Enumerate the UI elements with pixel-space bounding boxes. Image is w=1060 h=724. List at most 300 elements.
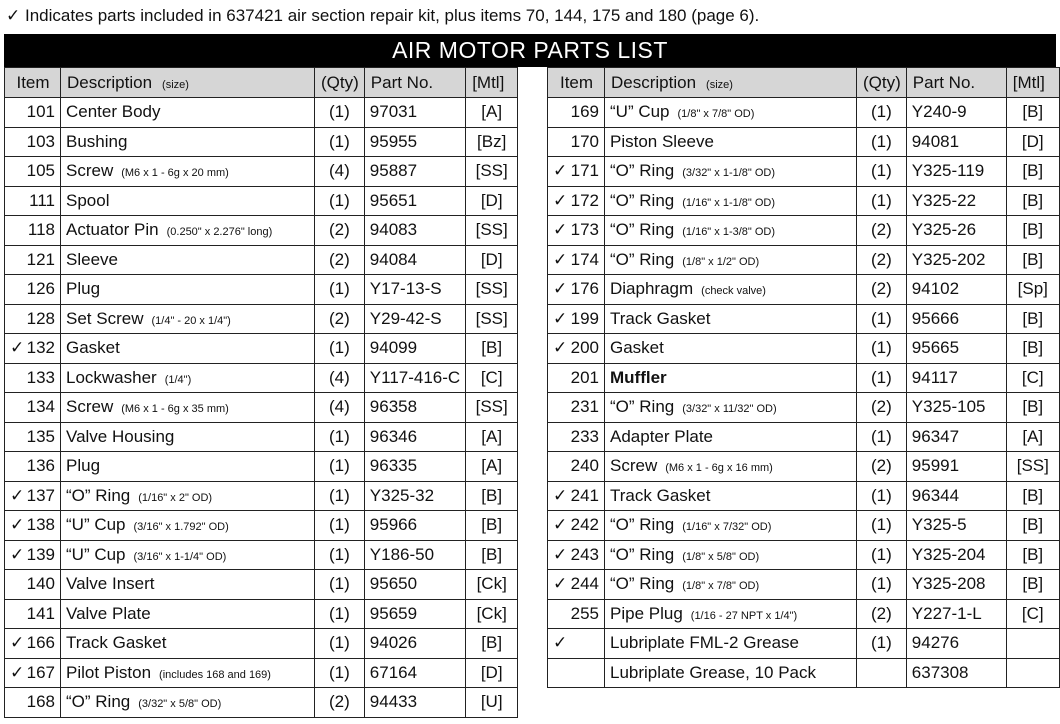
quantity-cell: (1) xyxy=(315,275,365,305)
part-number-cell: 95966 xyxy=(364,511,465,541)
item-number: 137 xyxy=(26,485,55,505)
header-description xyxy=(61,68,315,98)
table-row xyxy=(5,186,518,216)
part-description: Track Gasket xyxy=(610,485,711,505)
table-row xyxy=(548,422,1060,452)
quantity-cell: (1) xyxy=(315,481,365,511)
table-row xyxy=(5,216,518,246)
part-description: Spool xyxy=(66,190,110,210)
part-number-cell: Y325-105 xyxy=(906,393,1006,423)
description-cell xyxy=(61,452,315,482)
table-row xyxy=(548,186,1060,216)
description-cell xyxy=(605,422,857,452)
part-number-cell: 95666 xyxy=(906,304,1006,334)
description-cell xyxy=(605,658,857,688)
material-cell: [B] xyxy=(466,629,518,659)
material-cell: [D] xyxy=(466,245,518,275)
table-row xyxy=(5,275,518,305)
table-row xyxy=(5,629,518,659)
description-cell xyxy=(605,98,857,128)
header-description xyxy=(605,68,857,98)
item-cell xyxy=(548,629,605,659)
item-cell xyxy=(548,363,605,393)
part-description: Gasket xyxy=(610,338,664,358)
description-cell xyxy=(61,393,315,423)
item-number: 105 xyxy=(26,161,55,181)
item-cell xyxy=(548,540,605,570)
part-description: Gasket xyxy=(66,338,120,358)
table-row xyxy=(548,245,1060,275)
quantity-cell: (1) xyxy=(315,127,365,157)
item-number: 255 xyxy=(570,603,599,623)
quantity-cell: (1) xyxy=(857,98,907,128)
part-size: (0.250" x 2.276" long) xyxy=(166,226,273,239)
description-cell xyxy=(605,540,857,570)
item-cell xyxy=(5,363,61,393)
item-number: 121 xyxy=(26,249,55,269)
part-number-cell: 94099 xyxy=(364,334,465,364)
quantity-cell: (1) xyxy=(857,186,907,216)
item-number: 173 xyxy=(570,220,599,240)
item-cell xyxy=(5,157,61,187)
kit-check-icon: ✓ xyxy=(10,662,25,682)
table-row xyxy=(548,452,1060,482)
part-number-cell: 94081 xyxy=(906,127,1006,157)
part-description: “U” Cup xyxy=(610,102,670,122)
material-cell: [SS] xyxy=(1006,452,1059,482)
table-row xyxy=(5,570,518,600)
item-number: 166 xyxy=(26,633,55,653)
material-cell: [SS] xyxy=(466,393,518,423)
part-description: Bushing xyxy=(66,131,128,151)
item-cell xyxy=(5,275,61,305)
material-cell: [D] xyxy=(1006,127,1059,157)
kit-check-icon: ✓ xyxy=(553,249,568,269)
description-cell xyxy=(61,157,315,187)
item-cell xyxy=(548,393,605,423)
item-number: 135 xyxy=(26,426,55,446)
kit-check-icon: ✓ xyxy=(553,574,568,594)
part-number-cell: 95887 xyxy=(364,157,465,187)
part-size: (M6 x 1 - 6g x 20 mm) xyxy=(121,167,229,180)
description-cell xyxy=(605,599,857,629)
description-cell xyxy=(61,658,315,688)
item-number: 133 xyxy=(26,367,55,387)
part-number-cell: 94026 xyxy=(364,629,465,659)
quantity-cell: (1) xyxy=(315,186,365,216)
material-cell: [B] xyxy=(1006,186,1059,216)
quantity-cell: (1) xyxy=(857,127,907,157)
part-number-cell: 95955 xyxy=(364,127,465,157)
table-row xyxy=(548,570,1060,600)
description-cell xyxy=(61,570,315,600)
part-size: (3/16" x 1-1/4" OD) xyxy=(133,550,227,563)
part-number-cell: 97031 xyxy=(364,98,465,128)
part-description: “O” Ring xyxy=(610,515,675,535)
item-cell xyxy=(548,511,605,541)
parts-table-left-container xyxy=(4,67,518,718)
description-cell xyxy=(61,481,315,511)
material-cell: [SS] xyxy=(466,275,518,305)
description-cell xyxy=(61,304,315,334)
material-cell: [Bz] xyxy=(466,127,518,157)
quantity-cell: (1) xyxy=(857,481,907,511)
part-description: “O” Ring xyxy=(610,397,675,417)
item-number: 139 xyxy=(26,544,55,564)
item-cell xyxy=(548,186,605,216)
material-cell: [SS] xyxy=(466,216,518,246)
description-cell xyxy=(605,629,857,659)
part-number-cell: Y227-1-L xyxy=(906,599,1006,629)
part-size: (1/4") xyxy=(164,373,192,386)
table-row xyxy=(548,511,1060,541)
part-number-cell: 637308 xyxy=(906,658,1006,688)
quantity-cell: (1) xyxy=(315,629,365,659)
description-cell xyxy=(61,245,315,275)
description-cell xyxy=(61,422,315,452)
item-cell xyxy=(5,511,61,541)
item-cell xyxy=(5,452,61,482)
item-cell xyxy=(548,452,605,482)
material-cell: [B] xyxy=(1006,540,1059,570)
part-description: Pilot Piston xyxy=(66,662,152,682)
description-cell xyxy=(605,275,857,305)
description-cell xyxy=(605,334,857,364)
item-cell xyxy=(548,245,605,275)
material-cell: [SS] xyxy=(466,157,518,187)
item-number: 231 xyxy=(570,397,599,417)
table-row xyxy=(5,334,518,364)
table-row xyxy=(5,363,518,393)
part-description: Valve Insert xyxy=(66,574,155,594)
material-cell: [B] xyxy=(1006,393,1059,423)
item-cell xyxy=(548,570,605,600)
item-cell xyxy=(5,599,61,629)
item-number: 141 xyxy=(26,603,55,623)
item-cell xyxy=(5,304,61,334)
part-description: “O” Ring xyxy=(610,544,675,564)
table-row xyxy=(5,304,518,334)
part-number-cell: Y240-9 xyxy=(906,98,1006,128)
header-item: Item xyxy=(548,68,605,98)
part-number-cell: Y325-32 xyxy=(364,481,465,511)
item-cell xyxy=(548,481,605,511)
part-description: Track Gasket xyxy=(610,308,711,328)
material-cell: [D] xyxy=(466,658,518,688)
part-number-cell: 94084 xyxy=(364,245,465,275)
table-row xyxy=(548,98,1060,128)
part-number-cell: 94083 xyxy=(364,216,465,246)
quantity-cell: (1) xyxy=(857,511,907,541)
part-description: Diaphragm xyxy=(610,279,694,299)
item-number: 172 xyxy=(570,190,599,210)
description-cell xyxy=(61,599,315,629)
quantity-cell: (1) xyxy=(315,658,365,688)
description-cell xyxy=(61,540,315,570)
part-description: “O” Ring xyxy=(610,190,675,210)
material-cell xyxy=(1006,629,1059,659)
kit-check-icon: ✓ xyxy=(10,338,25,358)
part-number-cell: 95991 xyxy=(906,452,1006,482)
quantity-cell: (2) xyxy=(857,452,907,482)
description-cell xyxy=(61,688,315,718)
item-number: 174 xyxy=(570,249,599,269)
part-description: Screw xyxy=(610,456,658,476)
part-number-cell: Y29-42-S xyxy=(364,304,465,334)
part-description: Lubriplate FML-2 Grease xyxy=(610,633,799,653)
item-cell xyxy=(5,570,61,600)
table-row xyxy=(5,98,518,128)
parts-table-left xyxy=(4,67,518,718)
quantity-cell: (1) xyxy=(315,511,365,541)
part-size: (1/8" x 7/8" OD) xyxy=(677,108,755,121)
part-description: Actuator Pin xyxy=(66,220,159,240)
kit-check-icon: ✓ xyxy=(553,279,568,299)
item-cell xyxy=(5,186,61,216)
header-description-label: Description xyxy=(67,72,153,92)
item-number: 136 xyxy=(26,456,55,476)
kit-check-icon: ✓ xyxy=(553,485,568,505)
description-cell xyxy=(605,570,857,600)
quantity-cell: (2) xyxy=(315,245,365,275)
header-part-no: Part No. xyxy=(906,68,1006,98)
material-cell: [D] xyxy=(466,186,518,216)
item-cell xyxy=(5,540,61,570)
table-row xyxy=(548,363,1060,393)
part-number-cell: Y325-22 xyxy=(906,186,1006,216)
item-number: 170 xyxy=(570,131,599,151)
item-cell xyxy=(548,422,605,452)
table-row xyxy=(548,481,1060,511)
part-description: Valve Housing xyxy=(66,426,175,446)
material-cell: [C] xyxy=(1006,363,1059,393)
material-cell: [B] xyxy=(1006,570,1059,600)
description-cell xyxy=(61,511,315,541)
table-row xyxy=(548,127,1060,157)
table-row xyxy=(548,599,1060,629)
part-description: “U” Cup xyxy=(66,515,126,535)
material-cell: [B] xyxy=(466,334,518,364)
kit-check-icon: ✓ xyxy=(553,338,568,358)
material-cell: [Ck] xyxy=(466,599,518,629)
material-cell: [B] xyxy=(466,481,518,511)
item-number: 140 xyxy=(26,574,55,594)
quantity-cell: (2) xyxy=(315,688,365,718)
item-number: 233 xyxy=(570,426,599,446)
material-cell: [SS] xyxy=(466,304,518,334)
part-size: (M6 x 1 - 6g x 35 mm) xyxy=(121,403,229,416)
material-cell: [C] xyxy=(466,363,518,393)
quantity-cell: (1) xyxy=(315,570,365,600)
part-number-cell: 96347 xyxy=(906,422,1006,452)
description-cell xyxy=(605,452,857,482)
part-description: Screw xyxy=(66,161,114,181)
table-row xyxy=(5,245,518,275)
part-number-cell: 94117 xyxy=(906,363,1006,393)
header-qty: (Qty) xyxy=(315,68,365,98)
part-number-cell: Y17-13-S xyxy=(364,275,465,305)
quantity-cell: (1) xyxy=(857,629,907,659)
table-header-row xyxy=(548,68,1060,98)
item-number: 200 xyxy=(570,338,599,358)
item-cell xyxy=(548,304,605,334)
part-number-cell: 94276 xyxy=(906,629,1006,659)
part-description: “O” Ring xyxy=(610,249,675,269)
description-cell xyxy=(605,127,857,157)
material-cell xyxy=(1006,658,1059,688)
material-cell: [B] xyxy=(1006,304,1059,334)
part-description: Track Gasket xyxy=(66,633,167,653)
quantity-cell: (1) xyxy=(315,98,365,128)
item-number: 111 xyxy=(29,190,55,210)
description-cell xyxy=(61,363,315,393)
table-row xyxy=(548,393,1060,423)
table-row xyxy=(5,127,518,157)
quantity-cell: (2) xyxy=(315,216,365,246)
kit-check-icon: ✓ xyxy=(553,633,568,653)
part-number-cell: Y325-119 xyxy=(906,157,1006,187)
quantity-cell: (2) xyxy=(857,393,907,423)
description-cell xyxy=(605,363,857,393)
part-size: (1/16" x 1-3/8" OD) xyxy=(682,226,776,239)
description-cell xyxy=(61,275,315,305)
part-description: Sleeve xyxy=(66,249,118,269)
item-cell xyxy=(5,629,61,659)
part-size: (3/32" x 1-1/8" OD) xyxy=(682,167,776,180)
parts-table-right xyxy=(547,67,1060,688)
part-size: (3/32" x 11/32" OD) xyxy=(682,403,777,416)
page-title: AIR MOTOR PARTS LIST xyxy=(4,34,1056,67)
header-size-label: (size) xyxy=(706,78,733,91)
item-number: 134 xyxy=(26,397,55,417)
item-cell xyxy=(548,157,605,187)
part-number-cell: 95659 xyxy=(364,599,465,629)
part-number-cell: Y325-5 xyxy=(906,511,1006,541)
header-size-label: (size) xyxy=(162,78,189,91)
part-size: (3/32" x 5/8" OD) xyxy=(138,698,222,711)
kit-check-icon: ✓ xyxy=(553,161,568,181)
part-size: (1/8" x 1/2" OD) xyxy=(682,255,760,268)
part-size: (1/8" x 7/8" OD) xyxy=(682,580,760,593)
material-cell: [Sp] xyxy=(1006,275,1059,305)
quantity-cell: (2) xyxy=(315,304,365,334)
part-number-cell: 96346 xyxy=(364,422,465,452)
part-size: (1/4" - 20 x 1/4") xyxy=(151,314,231,327)
material-cell: [B] xyxy=(466,540,518,570)
part-number-cell: Y325-208 xyxy=(906,570,1006,600)
table-row xyxy=(548,540,1060,570)
item-cell xyxy=(548,275,605,305)
part-size: (1/16" x 1-1/8" OD) xyxy=(682,196,776,209)
description-cell xyxy=(61,186,315,216)
item-number: 138 xyxy=(26,515,55,535)
part-description: “O” Ring xyxy=(610,574,675,594)
item-cell xyxy=(5,98,61,128)
item-number: 171 xyxy=(570,161,599,181)
quantity-cell: (4) xyxy=(315,363,365,393)
table-row xyxy=(5,658,518,688)
part-description: Muffler xyxy=(610,367,667,387)
table-row xyxy=(5,452,518,482)
part-description: “O” Ring xyxy=(66,692,131,712)
quantity-cell: (1) xyxy=(315,540,365,570)
quantity-cell: (4) xyxy=(315,393,365,423)
description-cell xyxy=(605,186,857,216)
quantity-cell: (1) xyxy=(315,599,365,629)
kit-check-icon: ✓ xyxy=(10,515,25,535)
kit-check-icon: ✓ xyxy=(553,220,568,240)
table-row xyxy=(5,157,518,187)
material-cell: [B] xyxy=(1006,216,1059,246)
description-cell xyxy=(605,216,857,246)
item-number: 240 xyxy=(570,456,599,476)
part-number-cell: 67164 xyxy=(364,658,465,688)
table-row xyxy=(548,275,1060,305)
material-cell: [Ck] xyxy=(466,570,518,600)
item-number: 242 xyxy=(570,515,599,535)
part-size: (1/16" x 7/32" OD) xyxy=(682,521,772,534)
table-row xyxy=(5,688,518,718)
kit-check-icon: ✓ xyxy=(10,544,25,564)
part-size: (1/16 - 27 NPT x 1/4") xyxy=(690,609,798,622)
item-number: 243 xyxy=(570,544,599,564)
kit-check-icon: ✓ xyxy=(10,633,25,653)
material-cell: [B] xyxy=(1006,245,1059,275)
item-cell xyxy=(548,98,605,128)
item-cell xyxy=(548,334,605,364)
description-cell xyxy=(61,629,315,659)
quantity-cell xyxy=(857,658,907,688)
header-material: [Mtl] xyxy=(1006,68,1059,98)
kit-check-icon: ✓ xyxy=(553,515,568,535)
item-cell xyxy=(5,658,61,688)
item-cell xyxy=(548,599,605,629)
material-cell: [A] xyxy=(466,452,518,482)
table-row xyxy=(548,304,1060,334)
description-cell xyxy=(605,157,857,187)
material-cell: [C] xyxy=(1006,599,1059,629)
item-cell xyxy=(5,393,61,423)
part-description: Pipe Plug xyxy=(610,603,683,623)
item-cell xyxy=(5,334,61,364)
item-number: 118 xyxy=(27,220,55,240)
table-row xyxy=(5,422,518,452)
table-header-row xyxy=(5,68,518,98)
description-cell xyxy=(605,245,857,275)
item-number: 126 xyxy=(26,279,55,299)
item-number: 167 xyxy=(26,662,55,682)
quantity-cell: (1) xyxy=(315,452,365,482)
table-row xyxy=(5,511,518,541)
header-description-label: Description xyxy=(611,72,697,92)
description-cell xyxy=(61,216,315,246)
item-cell xyxy=(5,481,61,511)
kit-check-icon: ✓ xyxy=(10,485,25,505)
item-cell xyxy=(5,422,61,452)
item-cell xyxy=(5,127,61,157)
part-description: Piston Sleeve xyxy=(610,131,714,151)
part-description: “O” Ring xyxy=(610,161,675,181)
part-size: (check valve) xyxy=(701,285,766,298)
description-cell xyxy=(61,127,315,157)
quantity-cell: (2) xyxy=(857,216,907,246)
table-row xyxy=(548,629,1060,659)
header-item: Item xyxy=(5,68,61,98)
material-cell: [B] xyxy=(1006,481,1059,511)
material-cell: [B] xyxy=(1006,157,1059,187)
material-cell: [A] xyxy=(466,422,518,452)
header-qty: (Qty) xyxy=(857,68,907,98)
